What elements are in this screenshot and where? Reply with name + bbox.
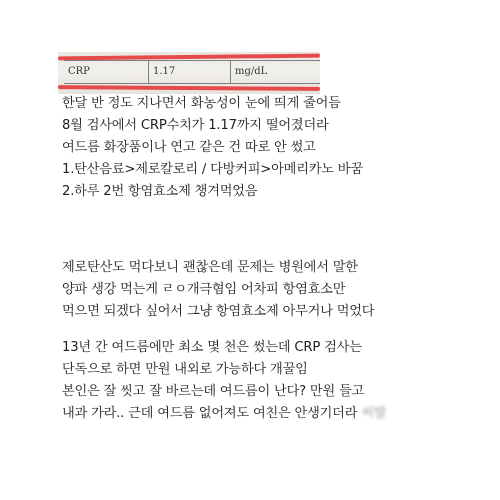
text-line: 여드름 화장품이나 연고 같은 건 따로 안 썼고 (62, 140, 316, 155)
paragraph-advice (62, 337, 482, 425)
text-line-last (62, 403, 482, 425)
text-line: 단독으로 하면 만원 내외로 가능하다 개꿀임 (62, 362, 308, 377)
text-line: 제로탄산도 먹다보니 괜찮은데 문제는 병원에서 말한 (62, 260, 358, 275)
text-line: 1.탄산음료>제로칼로리 / 다방커피>아메리카노 바꿈 (62, 162, 363, 177)
censored-word: 씨발 (361, 406, 387, 421)
text-line: 한달 반 정도 지나면서 화농성이 눈에 띄게 줄어듬 (62, 96, 341, 111)
lab-test-name: CRP (68, 66, 90, 77)
last-line-text: 내과 가라.. 근데 여드름 없어져도 여친은 안생기더라 (62, 406, 358, 421)
text-line: 양파 생강 먹는게 ㄹㅇ개극혐임 어차피 항염효소만 (62, 282, 346, 297)
text-line: 13년 간 여드름에만 최소 몇 천은 썼는데 CRP 검사는 (62, 340, 362, 355)
paragraph-supplements (62, 257, 482, 323)
lab-result-row (64, 60, 320, 84)
text-line: 먹으면 되겠다 싶어서 그냥 항염효소제 아무거나 먹었다 (62, 304, 375, 319)
red-highlight-bottom (58, 85, 320, 91)
text-line: 8월 검사에서 CRP수치가 1.17까지 떨어졌더라 (62, 118, 329, 133)
lab-result-photo (58, 52, 320, 94)
paragraph-results (62, 93, 482, 203)
text-line: 2.하루 2번 항염효소제 챙겨먹었음 (62, 184, 258, 199)
lab-test-unit: mg/dL (230, 61, 320, 83)
lab-test-value: 1.17 (148, 61, 230, 83)
text-line: 본인은 잘 씻고 잘 바르는데 여드름이 난다? 만원 들고 (62, 384, 365, 399)
